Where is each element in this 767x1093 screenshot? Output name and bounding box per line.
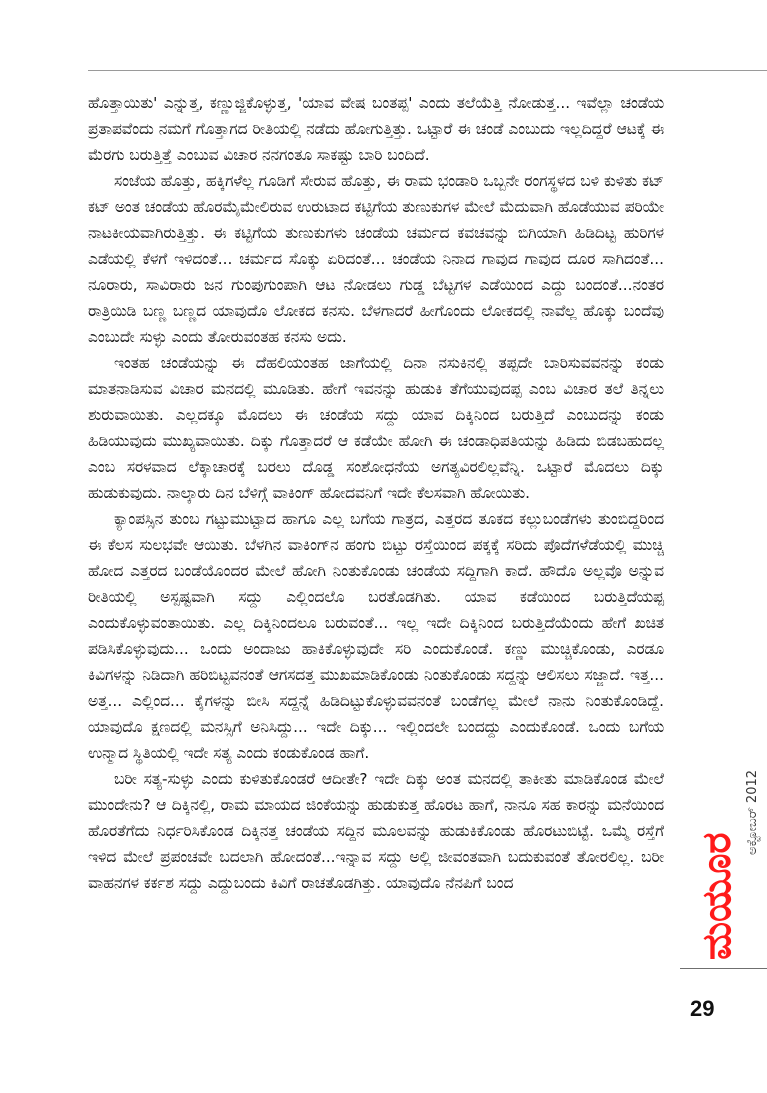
footer-rule	[680, 968, 767, 969]
paragraph-3: ಇಂತಹ ಚಂಡೆಯನ್ನು ಈ ದೆಹಲಿಯಂತಹ ಜಾಗೆಯಲ್ಲಿ ದಿನಾ ನಸುಕಿನಲ್ಲಿ ತಪ್ಪದೇ ಬಾರಿಸುವವನನ್ನು ಕಂಡು ಮಾತನಾಡಿಸುವ ವಿಚಾರ ಮನದಲ್ಲಿ ಮೂಡಿತು. ಹೇಗೆ ಇವನನ್ನು ಹುಡುಕಿ ತೆಗೆಯುವುದಪ್ಪ ಎಂಬ ವಿಚಾರ ತಲೆ ತಿನ್ನಲು ಶುರುವಾಯಿತು. ಎಲ್ಲದಕ್ಕೂ ಮೊದಲು ಈ ಚಂಡೆಯ ಸದ್ದು ಯಾವ ದಿಕ್ಕಿನಿಂದ ಬರುತ್ತಿದೆ ಎಂಬುದನ್ನು ಕಂಡು ಹಿಡಿಯುವುದು ಮುಖ್ಯವಾಯಿತು. ದಿಕ್ಕು ಗೊತ್ತಾದರೆ ಆ ಕಡೆಯೇ ಹೋಗಿ ಈ ಚಂಡಾಧಿಪತಿಯನ್ನು ಹಿಡಿದು ಬಿಡಬಹುದಲ್ಲ ಎಂಬ ಸರಳವಾದ ಲೆಕ್ಕಾಚಾರಕ್ಕೆ ಬರಲು ದೊಡ್ಡ ಸಂಶೋಧನೆಯ ಅಗತ್ಯವಿರಲಿಲ್ಲವೆನ್ನಿ. ಒಟ್ಟಾರೆ ಮೊದಲು ದಿಕ್ಕು ಹುಡುಕುವುದು. ನಾಲ್ಕಾರು ದಿನ ಬೆಳಿಗ್ಗೆ ವಾಕಿಂಗ್ ಹೋದವನಿಗೆ ಇದೇ ಕೆಲಸವಾಗಿ ಹೋಯಿತು.	[88, 354, 664, 502]
article-body	[88, 90, 664, 896]
paragraph-1: ಹೊತ್ತಾಯಿತು' ಎನ್ನುತ್ತ, ಕಣ್ಣುಜ್ಜಿಕೊಳ್ಳುತ್ತ, 'ಯಾವ ವೇಷ ಬಂತಪ್ಪ' ಎಂದು ತಲೆಯೆತ್ತಿ ನೋಡುತ್ತ... ಇವೆಲ್ಲಾ ಚಂಡೆಯ ಪ್ರತಾಪವೆಂದು ನಮಗೆ ಗೊತ್ತಾಗದ ರೀತಿಯಲ್ಲಿ ನಡೆದು ಹೋಗುತ್ತಿತ್ತು. ಒಟ್ಟಾರೆ ಈ ಚಂಡೆ ಎಂಬುದು ಇಲ್ಲದಿದ್ದರೆ ಆಟಕ್ಕೆ ಈ ಮೆರಗು ಬರುತ್ತಿತ್ತೆ ಎಂಬುವ ವಿಚಾರ ನನಗಂತೂ ಸಾಕಷ್ಟು ಬಾರಿ ಬಂದಿದೆ.	[88, 94, 664, 164]
page-number: 29	[690, 996, 715, 1021]
paragraph-4: ಕ್ಯಾಂಪಸ್ಸಿನ ತುಂಬ ಗಟ್ಟುಮುಟ್ಟಾದ ಹಾಗೂ ಎಲ್ಲ ಬಗೆಯ ಗಾತ್ರದ, ಎತ್ತರದ ತೂಕದ ಕಲ್ಲುಬಂಡೆಗಳು ತುಂಬಿದ್ದರಿಂದ ಈ ಕೆಲಸ ಸುಲಭವೇ ಆಯಿತು. ಬೆಳಗಿನ ವಾಕಿಂಗ್‌ನ ಹಂಗು ಬಿಟ್ಟು ರಸ್ತೆಯಿಂದ ಪಕ್ಕಕ್ಕೆ ಸರಿದು ಪೊದೆಗಳೆಡೆಯಲ್ಲಿ ಮುಚ್ಚಿ ಹೋದ ಎತ್ತರದ ಬಂಡೆಯೊಂದರ ಮೇಲೆ ಹೋಗಿ ನಿಂತುಕೊಂಡು ಚಂಡೆಯ ಸದ್ದಿಗಾಗಿ ಕಾದೆ. ಹೌದೊ ಅಲ್ಲವೊ ಅನ್ನುವ ರೀತಿಯಲ್ಲಿ ಅಸ್ಪಷ್ಟವಾಗಿ ಸದ್ದು ಎಲ್ಲಿಂದಲೊ ಬರತೊಡಗಿತು. ಯಾವ ಕಡೆಯಿಂದ ಬರುತ್ತಿದೆಯಪ್ಪ ಎಂದುಕೊಳ್ಳುವಂತಾಯಿತು. ಎಲ್ಲ ದಿಕ್ಕಿನಿಂದಲೂ ಬರುವಂತೆ... ಇಲ್ಲ ಇದೇ ದಿಕ್ಕಿನಿಂದ ಬರುತ್ತಿದೆಯೆಂದು ಹೇಗೆ ಖಚಿತ ಪಡಿಸಿಕೊಳ್ಳುವುದು... ಒಂದು ಅಂದಾಜು ಹಾಕಿಕೊಳ್ಳುವುದೇ ಸರಿ ಎಂದುಕೊಂಡೆ. ಕಣ್ಣು ಮುಚ್ಚಿಕೊಂಡು, ಎರಡೂ ಕಿವಿಗಳನ್ನು ನಿಡಿದಾಗಿ ಹರಿಬಿಟ್ಟವನಂತೆ ಆಗಸದತ್ತ ಮುಖಮಾಡಿಕೊಂಡು ನಿಂತುಕೊಂಡು ಸದ್ದನ್ನು ಆಲಿಸಲು ಸಜ್ಜಾದೆ. ಇತ್ತ... ಅತ್ತ... ಎಲ್ಲಿಂದ... ಕೈಗಳನ್ನು ಬೀಸಿ ಸದ್ದನ್ನೆ ಹಿಡಿದಿಟ್ಟುಕೊಳ್ಳುವವನಂತೆ ಬಂಡೆಗಲ್ಲ ಮೇಲೆ ನಾನು ನಿಂತುಕೊಂಡಿದ್ದೆ. ಯಾವುದೊ ಕ್ಷಣದಲ್ಲಿ ಮನಸ್ಸಿಗೆ ಅನಿಸಿದ್ದು... ಇದೇ ದಿಕ್ಕು... ಇಲ್ಲಿಂದಲೇ ಬಂದದ್ದು ಎಂದುಕೊಂಡೆ. ಒಂದು ಬಗೆಯ ಉನ್ಮಾದ ಸ್ಥಿತಿಯಲ್ಲಿ ಇದೇ ಸತ್ಯ ಎಂದು ಕಂಡುಕೊಂಡ ಹಾಗೆ.	[88, 510, 664, 762]
header-rule	[88, 70, 767, 71]
paragraph-5: ಬರೀ ಸತ್ಯ-ಸುಳ್ಳು ಎಂದು ಕುಳಿತುಕೊಂಡರೆ ಆದೀತೇ? ಇದೇ ದಿಕ್ಕು ಅಂತ ಮನದಲ್ಲಿ ತಾಕೀತು ಮಾಡಿಕೊಂಡ ಮೇಲೆ ಮುಂದೇನು? ಆ ದಿಕ್ಕಿನಲ್ಲಿ, ರಾಮ ಮಾಯದ ಜಿಂಕೆಯನ್ನು ಹುಡುಕುತ್ತ ಹೊರಟ ಹಾಗೆ, ನಾನೂ ಸಹ ಕಾರನ್ನು ಮನೆಯಿಂದ ಹೊರತೆಗೆದು ನಿರ್ಧರಿಸಿಕೊಂಡ ದಿಕ್ಕಿನತ್ತ ಚಂಡೆಯ ಸದ್ದಿನ ಮೂಲವನ್ನು ಹುಡುಕಿಕೊಂಡು ಹೊರಟುಬಿಟ್ಟೆ. ಒಮ್ಮೆ ರಸ್ತೆಗೆ ಇಳಿದ ಮೇಲೆ ಪ್ರಪಂಚವೇ ಬದಲಾಗಿ ಹೋದಂತೆ...ಇನ್ನಾವ ಸದ್ದು ಅಲ್ಲಿ ಜೀವಂತವಾಗಿ ಬದುಕುವಂತೆ ತೋರಲಿಲ್ಲ. ಬರೀ ವಾಹನಗಳ ಕರ್ಕಶ ಸದ್ದು ಎದ್ದುಬಂದು ಕಿವಿಗೆ ರಾಚತೊಡಗಿತ್ತು. ಯಾವುದೊ ನೆನಪಿಗೆ ಬಂದ	[88, 770, 664, 892]
magazine-logo: ಮಯೂರ	[694, 832, 740, 960]
paragraph-2: ಸಂಜೆಯ ಹೊತ್ತು, ಹಕ್ಕಿಗಳೆಲ್ಲ ಗೂಡಿಗೆ ಸೇರುವ ಹೊತ್ತು, ಈ ರಾಮ ಭಂಡಾರಿ ಒಬ್ಬನೇ ರಂಗಸ್ಥಳದ ಬಳಿ ಕುಳಿತು ಕಟ್ ಕಟ್ ಅಂತ ಚಂಡೆಯ ಹೊರಮೈಮೇಲಿರುವ ಉರುಟಾದ ಕಟ್ಟಿಗೆಯ ತುಣುಕುಗಳ ಮೇಲೆ ಮೆದುವಾಗಿ ಹೊಡೆಯುವ ಪರಿಯೇ ನಾಟಕೀಯವಾಗಿರುತ್ತಿತ್ತು. ಈ ಕಟ್ಟಿಗೆಯ ತುಣುಕುಗಳು ಚಂಡೆಯ ಚರ್ಮದ ಕವಚವನ್ನು ಬಿಗಿಯಾಗಿ ಹಿಡಿದಿಟ್ಟ ಹುರಿಗಳ ಎಡೆಯಲ್ಲಿ ಕೆಳಗೆ ಇಳಿದಂತೆ... ಚರ್ಮದ ಸೊಕ್ಕು ಏರಿದಂತೆ... ಚಂಡೆಯ ನಿನಾದ ಗಾವುದ ಗಾವುದ ದೂರ ಸಾಗಿದಂತೆ... ನೂರಾರು, ಸಾವಿರಾರು ಜನ ಗುಂಪುಗುಂಪಾಗಿ ಆಟ ನೋಡಲು ಗುಡ್ಡ ಬೆಟ್ಟಗಳ ಎಡೆಯಿಂದ ಎದ್ದು ಬಂದಂತೆ...ನಂತರ ರಾತ್ರಿಯಿಡಿ ಬಣ್ಣ ಬಣ್ಣದ ಯಾವುದೊ ಲೋಕದ ಕನಸು. ಬೆಳಗಾದರೆ ಹೀಗೊಂದು ಲೋಕದಲ್ಲಿ ನಾವೆಲ್ಲ ಹೊಕ್ಕು ಬಂದೆವು ಎಂಬುದೇ ಸುಳ್ಳು ಎಂದು ತೋರುವಂತಹ ಕನಸು ಅದು.	[88, 172, 664, 346]
issue-date: ಅಕ್ಟೋಬರ್ 2012	[745, 769, 760, 855]
